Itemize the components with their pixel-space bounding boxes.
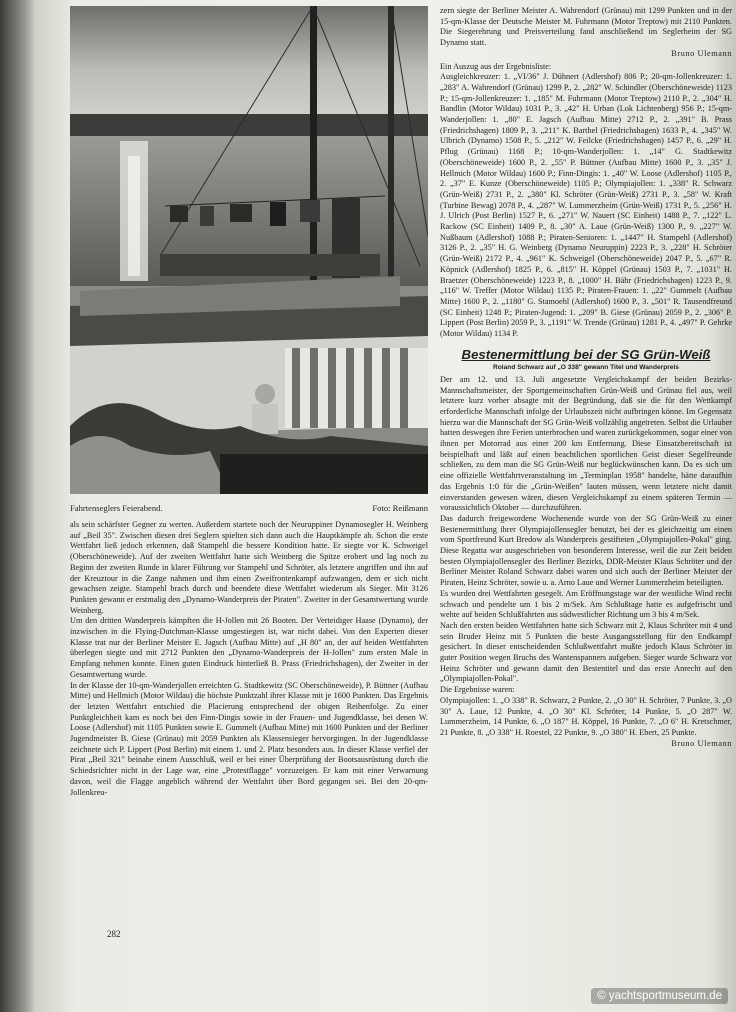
book-gutter [0,0,34,1012]
photo-credit: Foto: Reißmann [372,503,428,513]
photo-caption [70,503,428,517]
right-text-column [440,6,732,749]
paragraph: Es wurden drei Wettfahrten gesegelt. Am Eröffnungstage war der westliche Wind recht schwach und pendelte um 1 bis 2 m/Sek. Am Schlußtage hatte es aufgefrischt und wehte auf beiden Schlußfahrten aus südwestlicher Richtung um 3 bis 4 m/Sek. [440,588,732,620]
paragraph: Nach den ersten beiden Wettfahrten hatte sich Schwarz mit 2, Klaus Schröter mit 4 und sein Bruder Heinz mit 5 Punkten die beste Ausgangsstellung für den Endkampf gesichert. In dieser entscheidenden Schlußwettfahrt mußte jedoch Klaus Schröter in guter Position wegen Bruchs des Wantenspanners aufgeben. Sieger wurde Schwarz vor Heinz Schröter und gewann damit den Bestentitel und das erste Anrecht auf den „Olympiajollen-Pokal". [440,620,732,684]
article-heading-block [440,347,732,372]
paragraph: Die Ergebnisse waren: [440,685,515,695]
caption-text: Fahrtenseglers Feierabend. [70,503,163,513]
results-intro: Ein Auszug aus der Ergebnisliste: [440,61,552,71]
paragraph: Der am 12. und 13. Juli angesetzte Vergleichskampf der beiden Bezirks-Mannschaftsmeister, der Sportgemeinschaften Grün-Weiß und Grünau fiel aus, weil letztere kurz vorher absagte mit der Begründung, daß sie die für den Wettkampf erforderliche Mannschaft infolge der Urlaubszeit nicht aufbringen könne. Im Gegensatz hierzu war die Mannschaft der SG Grün-Weiß vollzählig angetreten. Selbst die Urlauber hatten deswegen ihre Ferien unterbrochen und waren zurückgekommen, sogar einer von ihnen per Motorrad aus einer 200 km Entfernung. Diese Einsatzbereitschaft ist beispielhaft und läßt auf einen beachtlichen sportlichen Geist dieser Segelfreunde schließen, zu dem man die SG Grün-Weiß nur beglückwünschen kann. Da es sich um eine offizielle Wettfahrtveranstaltung im „Terminplan 1958" handelte, hätte daraufhin das Ergebnis 1:0 für die „Grün-Weißen" lauten müssen, wenn letztere nicht damit einverstanden gewesen wären, diesen Vergleichskampf zu einem späteren Termin — voraussichtlich Oktober — durchzuführen. [440,374,732,513]
author-signature: Bruno Ulemann [671,738,732,748]
author-signature: Bruno Ulemann [671,48,732,58]
sailing-photo [70,6,428,494]
results-list: Ausgleichkreuzer: 1. „VI/36" J. Dühnert (Adlershof) 806 P.; 20-qm-Jollenkreuzer: 1. „283" A. Wahrendorf (Grünau) 1299 P., 2. „282" W. Schindler (Oberschöneweide) 1123 P.; 15-qm-Jollenkreuzer: 1. „185" M. Fuhrmann (Motor Treptow) 2110 P., 2. „304" H. Bandlin (Motor Wildau) 1031 P., 3. „42" H. Urban (Lok Lichtenberg) 956 P.; 15-qm-Wanderjollen: 1. „80" E. Jagsch (Aufbau Mitte) 2712 P., 2. „391" B. Prass (Friedrichshagen) 1809 P., 3. „211" K. Barthel (Friedrichshagen) 1633 P., 4. „345" W. Ulbrich (Dynamo) 1508 P., 5. „212" W. Feilcke (Friedrichshagen) 1457 P., 6. „29" H. Pflug (Grünau) 1168 P.; 10-qm-Wanderjollen: 1. „14" G. Stadtkewitz (Oberschöneweide) 1600 P., 2. „55" P. Büttner (Aufbau Mitte) 1600 P., 3. „35" J. Hellmich (Motor Wildau) 1600 P.; Finn-Dingis: 1. „40" W. Loose (Adlershof) 1105 P., 2. „37" E. Kunze (Oberschöneweide) 1105 P.; Olympiajollen: 1. „338" R. Schwarz (Grün-Weiß) 2731 P., 2. „380" Kl. Schröter (Grün-Weiß) 2731 P., 3. „58" W. Kraft (Turbine Bewag) 2078 P., 4. „287" W. Lummerzheim (Grün-Weiß) 1731 P., 5. „256" H. J. Ulrich (Post Berlin) 1527 P., 6. „271" W. Nauert (SC Einheit) 1488 P., 7. „122" L. Rackow (SC Einheit) 1409 P., 8. „30" A. Laue (Grün-Weiß) 1300 P., 9. „227" W. Nußbaum (Adlershof) 1088 P.; Piraten-Senioren: 1. „1447" H. Stampehl (Adlershof) 3126 P., 2. „35" H. G. Weinberg (Dynamo Neuruppin) 2223 P., 3. „228" H. Schröter (Grün-Weiß) 2172 P., 4. „961" K. Schweigel (Oberschöneweide) 2047 P., 5. „67" R. Köpnick (Adlershof) 1825 P., 6. „815" H. Köppel (Grünau) 1503 P., 7. „1031" H. Braetzer (Oberschöneweide) 1223 P., 8. „1000" H. Bähr (Friedrichshagen) 1223 P., 9. „116" W. Treffer (Motor Wildau) 1135 P.; Piraten-Frauen: 1. „22" Gummelt (Aufbau Mitte) 1600 P., 2. „1180" G. Stamoehl (Adlershof) 1600 P., 3. „501" R. Tausendfreund (SC Einheit) 1248 P.; Piraten-Jugend: 1. „209" B. Giese (Grünau) 2059 P., 2. „306" P. Lippert (Post Berlin) 2059 P., 3. „1191" W. Trende (Grünau) 1281 P., 4. „497" P. Gehrke (Motor Wildau) 1134 P. [440,72,732,339]
paragraph: als sein schärfster Gegner zu werten. Außerdem startete noch der Neuruppiner Dynamosegler H. Weinberg auf „Beil 35". Zwischen diesen drei Seglern spielten sich dann auch die Hauptkämpfe ab. Schon die erste Wettfahrt ließ jedoch erkennen, daß Stampehl die bessere Kondition hatte. Er siegte vor K. Schweigel (Oberschöneweide). Auf der zweiten Wettfahrt hatte sich Weinberg die Spitze erobert und lag noch zu Beginn der zweiten Runde in klarer Führung vor Stampehl und Schröter, als letztere angriffen und ihn auf der Kreuztour in die Zange nahmen und ihm einen Zweifrontenkampf aufzwangen, dem er sich nicht gewachsen zeigte. Stampehl brach durch und beendete diese Wettfahrt wiederum als Sieger. Mit 3126 Punkten gewann er erstmalig den „Dynamo-Wanderpreis der Piraten". Zweiter in der Gesamtwertung wurde Weinberg. [70,520,428,615]
paragraph: Das dadurch freigewordene Wochenende wurde von der SG Grün-Weiß zu einer Bestenermittlung ihrer Olympiajollensegler benutzt, bei der es gleichzeitig um einen vom Sportfreund Kurt Bredow als Wanderpreis gestifteten „Olympiajollen-Pokal" ging. Diese Regatta war ausgeschrieben von besonderem Interesse, weil die zur Zeit beiden besten Olympiajollensegler des Berliner Bezirks, DDR-Meister Klaus Schröter und der Berliner Meister Roland Schwarz dabei waren und sich auch der Berliner Meister der Piraten, Heinz Schröter, sowie u. a. Arno Laue und Werner Lummerzheim beteiligten. [440,513,732,588]
left-text-column [70,520,428,798]
article-heading: Bestenermittlung bei der SG Grün-Weiß [461,346,711,362]
watermark: © yachtsportmuseum.de [591,988,728,1004]
final-results: Olympiajollen: 1. „O 338" R. Schwarz, 2 Punkte, 2. „O 30" H. Schröter, 7 Punkte, 3. „O 30" A. Laue, 12 Punkte, 4. „O 30" Kl. Schröter, 14 Punkte, 5. „O 287" W. Lummerzheim, 14 Punkte, 6. „O 187" H. Köppel, 16 Punkte, 7. „O 6" H. Kretschmer, 21 Punkte, 8. „O 338" H. Roestel, 22 Punkte, 9. „O 380" H. Ebert, 25 Punkte. [440,695,732,737]
paragraph: Um den dritten Wanderpreis kämpften die H-Jollen mit 26 Booten. Der Verteidiger Haase (Dynamo), der inzwischen in die Flying-Dutchman-Klasse umgestiegen ist, war nicht dabei. Von den Experten dieser Klasse trat nur der Berliner Meister E. Jagsch (Aufbau Mitte) auf „H 80" an, der auf beiden Wettfahrten überlegen siegte und mit 2712 Punkten den „Dynamo-Wanderpreis der H-Jollen" zum ersten Male in Empfang nehmen konnte. Einen guten Eindruck hinterließ B. Prass (Friedrichshagen), der Zweiter in der Gesamtwertung wurde. [70,616,428,679]
paragraph: In der Klasse der 10-qm-Wanderjollen erreichten G. Stadtkewitz (SC Oberschöneweide), P. Büttner (Aufbau Mitte) und Hellmich (Motor Wildau) die höchste Punktzahl ihrer Klasse mit je 1600 Punkten. Das Ergebnis der letzten Wettfahrt entschied die Placierung entsprechend der obigen Reihenfolge. Zu einer Punktgleichheit kam es noch bei den Finn-Dingis sowie in der Frauen- und Jugendklasse, bei denen W. Loose (Adlershof) mit 1105 Punkten sowie E. Gummelt (Aufbau Mitte) mit 1600 Punkten und der Berliner Jugendmeister B. Giese (Grünau) mit 2059 Punkten als Klassensieger hervorgingen. In der Jugendklasse zeichnete sich P. Lippert (Post Berlin) mit einem 1. und 2. Platz besonders aus. In dieser Klasse verfiel der Pirat „Beil 321" beinahe einem Ausschluß, weil er bei einer Überprüfung der Bootsausrüstung durch die Schiedsrichter nicht in der Lage war, eine „Protestflagge" vorzuzeigen. Er kam mit einer Verwarnung davon, weil die Flagge angeblich während der Wettfahrt über Bord gegangen sei. Bei den 20-qm-Jollenkreu- [70,680,428,797]
page-number: 282 [107,929,121,939]
article-subheading: Roland Schwarz auf „O 338" gewann Titel und Wanderpreis [493,363,679,371]
paragraph-continuation: zern siegte der Berliner Meister A. Wahrendorf (Grünau) mit 1299 Punkten und in der 15-qm-Klasse der Deutsche Meister M. Fuhrmann (Motor Treptow) mit 2110 Punkten. Die Siegerehrung und Preisverteilung fand anschließend im Seglerheim der SG Dynamo statt. [440,6,732,48]
